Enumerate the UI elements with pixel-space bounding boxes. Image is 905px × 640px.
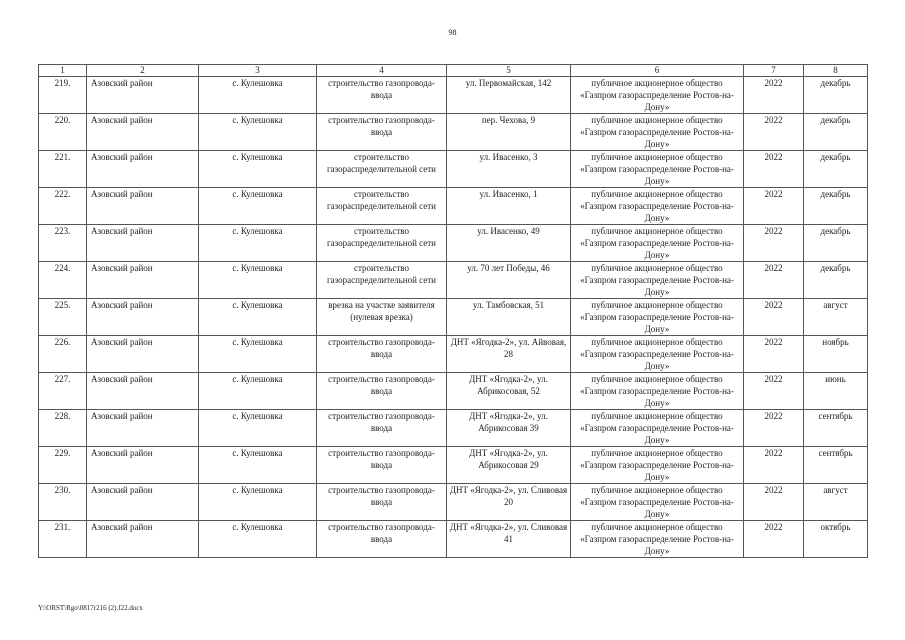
row-number: 222. xyxy=(39,188,87,225)
work-type-cell: строительство газопровода-ввода xyxy=(317,484,447,521)
column-header: 6 xyxy=(571,65,744,77)
table-row xyxy=(39,521,868,558)
row-number: 219. xyxy=(39,77,87,114)
address-cell: ул. Ивасенко, 3 xyxy=(447,151,571,188)
month-cell: декабрь xyxy=(804,225,868,262)
work-type-cell: строительство газораспределительной сети xyxy=(317,225,447,262)
row-number: 228. xyxy=(39,410,87,447)
month-cell: декабрь xyxy=(804,262,868,299)
month-cell: август xyxy=(804,484,868,521)
address-cell: ДНТ «Ягодка-2», ул. Абрикосовая 39 xyxy=(447,410,571,447)
column-header: 2 xyxy=(87,65,199,77)
work-type-cell: строительство газопровода-ввода xyxy=(317,114,447,151)
organization-cell: публичное акционерное общество «Газпром газораспределение Ростов-на-Дону» xyxy=(571,151,744,188)
year-cell: 2022 xyxy=(744,521,804,558)
year-cell: 2022 xyxy=(744,77,804,114)
work-type-cell: строительство газопровода-ввода xyxy=(317,77,447,114)
locality-cell: с. Кулешовка xyxy=(199,262,317,299)
district-cell: Азовский район xyxy=(87,410,199,447)
district-cell: Азовский район xyxy=(87,373,199,410)
district-cell: Азовский район xyxy=(87,484,199,521)
year-cell: 2022 xyxy=(744,373,804,410)
address-cell: ДНТ «Ягодка-2», ул. Айвовая, 28 xyxy=(447,336,571,373)
district-cell: Азовский район xyxy=(87,114,199,151)
row-number: 221. xyxy=(39,151,87,188)
address-cell: ул. 70 лет Победы, 46 xyxy=(447,262,571,299)
year-cell: 2022 xyxy=(744,225,804,262)
month-cell: октябрь xyxy=(804,521,868,558)
locality-cell: с. Кулешовка xyxy=(199,151,317,188)
month-cell: ноябрь xyxy=(804,336,868,373)
table-row xyxy=(39,447,868,484)
row-number: 229. xyxy=(39,447,87,484)
work-type-cell: строительство газопровода-ввода xyxy=(317,336,447,373)
organization-cell: публичное акционерное общество «Газпром газораспределение Ростов-на-Дону» xyxy=(571,373,744,410)
work-type-cell: строительство газораспределительной сети xyxy=(317,262,447,299)
locality-cell: с. Кулешовка xyxy=(199,299,317,336)
table-row xyxy=(39,151,868,188)
column-header: 4 xyxy=(317,65,447,77)
address-cell: ДНТ «Ягодка-2», ул. Сливовая 41 xyxy=(447,521,571,558)
table-row xyxy=(39,484,868,521)
column-header: 7 xyxy=(744,65,804,77)
district-cell: Азовский район xyxy=(87,299,199,336)
address-cell: ул. Ивасенко, 1 xyxy=(447,188,571,225)
month-cell: декабрь xyxy=(804,77,868,114)
year-cell: 2022 xyxy=(744,188,804,225)
district-cell: Азовский район xyxy=(87,225,199,262)
locality-cell: с. Кулешовка xyxy=(199,336,317,373)
row-number: 227. xyxy=(39,373,87,410)
work-type-cell: строительство газопровода-ввода xyxy=(317,373,447,410)
table-row xyxy=(39,77,868,114)
district-cell: Азовский район xyxy=(87,521,199,558)
district-cell: Азовский район xyxy=(87,151,199,188)
district-cell: Азовский район xyxy=(87,336,199,373)
district-cell: Азовский район xyxy=(87,188,199,225)
table-row xyxy=(39,336,868,373)
work-type-cell: строительство газопровода-ввода xyxy=(317,521,447,558)
month-cell: сентябрь xyxy=(804,410,868,447)
address-cell: ул. Ивасенко, 49 xyxy=(447,225,571,262)
year-cell: 2022 xyxy=(744,114,804,151)
locality-cell: с. Кулешовка xyxy=(199,521,317,558)
row-number: 223. xyxy=(39,225,87,262)
locality-cell: с. Кулешовка xyxy=(199,484,317,521)
row-number: 220. xyxy=(39,114,87,151)
address-cell: ДНТ «Ягодка-2», ул. Абрикосовая, 52 xyxy=(447,373,571,410)
year-cell: 2022 xyxy=(744,299,804,336)
organization-cell: публичное акционерное общество «Газпром газораспределение Ростов-на-Дону» xyxy=(571,77,744,114)
district-cell: Азовский район xyxy=(87,262,199,299)
address-cell: пер. Чехова, 9 xyxy=(447,114,571,151)
district-cell: Азовский район xyxy=(87,77,199,114)
table-row xyxy=(39,262,868,299)
year-cell: 2022 xyxy=(744,262,804,299)
work-type-cell: строительство газораспределительной сети xyxy=(317,188,447,225)
address-cell: ул. Тамбовская, 51 xyxy=(447,299,571,336)
work-type-cell: строительство газораспределительной сети xyxy=(317,151,447,188)
column-header: 3 xyxy=(199,65,317,77)
organization-cell: публичное акционерное общество «Газпром газораспределение Ростов-на-Дону» xyxy=(571,188,744,225)
address-cell: ДНТ «Ягодка-2», ул. Сливовая 20 xyxy=(447,484,571,521)
work-type-cell: строительство газопровода-ввода xyxy=(317,410,447,447)
row-number: 230. xyxy=(39,484,87,521)
organization-cell: публичное акционерное общество «Газпром газораспределение Ростов-на-Дону» xyxy=(571,262,744,299)
register-table xyxy=(38,64,868,558)
address-cell: ул. Первомайская, 142 xyxy=(447,77,571,114)
address-cell: ДНТ «Ягодка-2», ул. Абрикосовая 29 xyxy=(447,447,571,484)
district-cell: Азовский район xyxy=(87,447,199,484)
locality-cell: с. Кулешовка xyxy=(199,373,317,410)
table-row xyxy=(39,188,868,225)
locality-cell: с. Кулешовка xyxy=(199,188,317,225)
locality-cell: с. Кулешовка xyxy=(199,114,317,151)
table-row xyxy=(39,299,868,336)
year-cell: 2022 xyxy=(744,336,804,373)
page-number: 98 xyxy=(448,28,457,37)
year-cell: 2022 xyxy=(744,484,804,521)
organization-cell: публичное акционерное общество «Газпром газораспределение Ростов-на-Дону» xyxy=(571,225,744,262)
table-row xyxy=(39,373,868,410)
organization-cell: публичное акционерное общество «Газпром газораспределение Ростов-на-Дону» xyxy=(571,484,744,521)
table-row xyxy=(39,410,868,447)
month-cell: август xyxy=(804,299,868,336)
column-header: 5 xyxy=(447,65,571,77)
locality-cell: с. Кулешовка xyxy=(199,77,317,114)
row-number: 231. xyxy=(39,521,87,558)
row-number: 224. xyxy=(39,262,87,299)
month-cell: сентябрь xyxy=(804,447,868,484)
month-cell: декабрь xyxy=(804,188,868,225)
organization-cell: публичное акционерное общество «Газпром газораспределение Ростов-на-Дону» xyxy=(571,299,744,336)
locality-cell: с. Кулешовка xyxy=(199,447,317,484)
column-header: 8 xyxy=(804,65,868,77)
row-number: 226. xyxy=(39,336,87,373)
row-number: 225. xyxy=(39,299,87,336)
locality-cell: с. Кулешовка xyxy=(199,410,317,447)
header-row xyxy=(39,65,868,77)
year-cell: 2022 xyxy=(744,410,804,447)
organization-cell: публичное акционерное общество «Газпром газораспределение Ростов-на-Дону» xyxy=(571,336,744,373)
table-row xyxy=(39,114,868,151)
work-type-cell: врезка на участке заявителя (нулевая врезка) xyxy=(317,299,447,336)
year-cell: 2022 xyxy=(744,447,804,484)
month-cell: декабрь xyxy=(804,114,868,151)
work-type-cell: строительство газопровода-ввода xyxy=(317,447,447,484)
month-cell: июнь xyxy=(804,373,868,410)
organization-cell: публичное акционерное общество «Газпром газораспределение Ростов-на-Дону» xyxy=(571,410,744,447)
organization-cell: публичное акционерное общество «Газпром газораспределение Ростов-на-Дону» xyxy=(571,521,744,558)
table-row xyxy=(39,225,868,262)
file-path: Y:\ORST\Rgo\0817r216 (2).f22.docx xyxy=(38,604,143,612)
locality-cell: с. Кулешовка xyxy=(199,225,317,262)
organization-cell: публичное акционерное общество «Газпром газораспределение Ростов-на-Дону» xyxy=(571,447,744,484)
year-cell: 2022 xyxy=(744,151,804,188)
column-header: 1 xyxy=(39,65,87,77)
month-cell: декабрь xyxy=(804,151,868,188)
organization-cell: публичное акционерное общество «Газпром газораспределение Ростов-на-Дону» xyxy=(571,114,744,151)
